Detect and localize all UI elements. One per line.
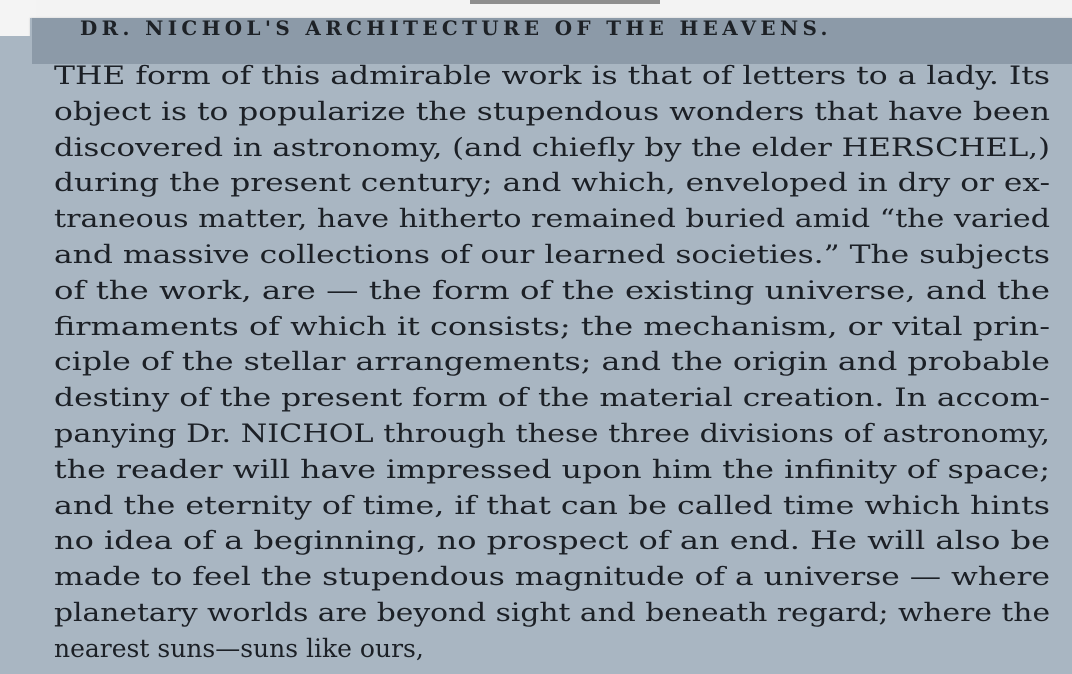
text-line: panying Dr. NICHOL through these three divisions of astronomy, [54, 418, 1051, 448]
text-line: nearest suns—suns like ours, [54, 633, 424, 663]
clipping-left-edge [0, 36, 44, 674]
text-line: planetary worlds are beyond sight and beneath regard; where the [54, 597, 1051, 627]
text-line: made to feel the stupendous magnitude of a universe — where [54, 562, 1051, 592]
text-line: firmaments of which it consists; the mechanism, or vital prin- [54, 311, 1050, 341]
text-line: no idea of a beginning, no prospect of an end. He will also be [54, 526, 1051, 556]
text-line: the reader will have impressed upon him the infinity of space; [54, 454, 1050, 484]
text-line: and the eternity of time, if that can be called time which hints [54, 490, 1050, 520]
text-line: object is to popularize the stupendous wonders that have been [54, 96, 1050, 126]
text-line: and massive collections of our learned societies.” The subjects [54, 239, 1051, 269]
text-line: traneous matter, have hitherto remained buried amid “the varied [54, 204, 1050, 234]
article-heading: DR. NICHOL'S ARCHITECTURE OF THE HEAVENS. [80, 16, 832, 40]
ink-mark [470, 0, 660, 4]
article-body [54, 58, 1054, 667]
text-line: discovered in astronomy, (and chiefly by the elder HERSCHEL,) [54, 132, 1051, 162]
text-line: THE form of this admirable work is that of letters to a lady. Its [54, 61, 1051, 90]
text-line: destiny of the present form of the material creation. In accom- [54, 383, 1050, 413]
text-line: of the work, are — the form of the existing universe, and the [54, 275, 1051, 305]
text-line: ciple of the stellar arrangements; and the origin and probable [54, 347, 1051, 377]
text-line: during the present century; and which, enveloped in dry or ex- [54, 168, 1051, 198]
